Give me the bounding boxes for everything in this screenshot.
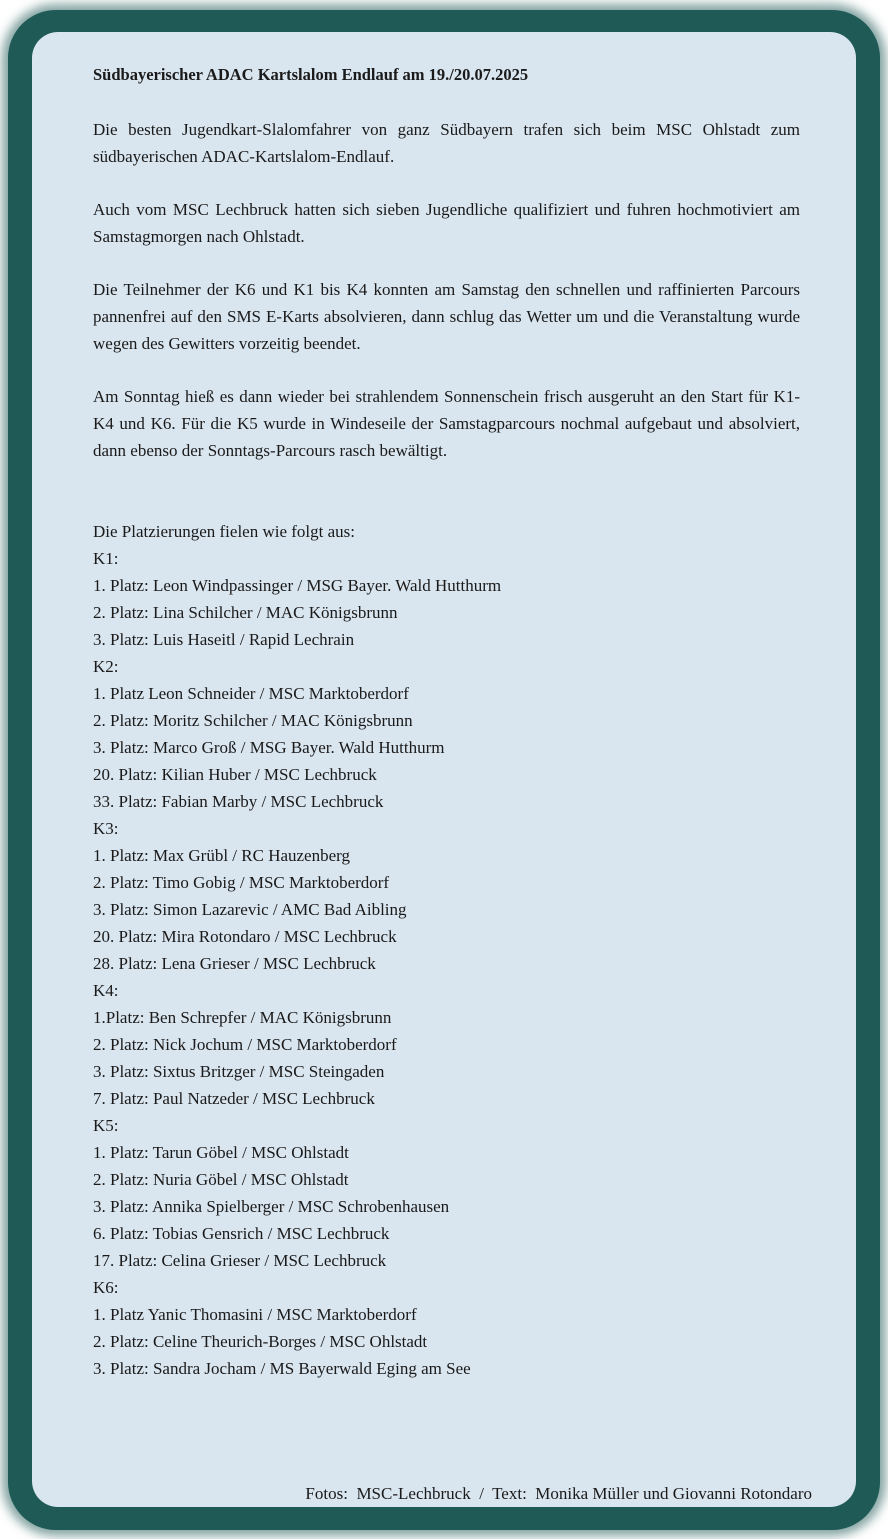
class-heading: K2:	[93, 657, 119, 676]
result-line: 1. Platz: Max Grübl / RC Hauzenberg	[93, 846, 351, 865]
paragraph-intro: Die besten Jugendkart-Slalomfahrer von ganz Südbayern trafen sich beim MSC Ohlstadt zum südbayerischen ADAC-Kartslalom-Endlauf.	[93, 120, 800, 166]
paragraph-saturday: Die Teilnehmer der K6 und K1 bis K4 konnten am Samstag den schnellen und raffinierten Parcours pannenfrei auf den SMS E-Karts absolvieren, dann schlug das Wetter um und die Veranstaltung wurde wegen des Gewitters vorzeitig beendet.	[93, 280, 800, 353]
class-heading: K6:	[93, 1278, 119, 1297]
result-line: 1. Platz: Leon Windpassinger / MSG Bayer. Wald Hutthurm	[93, 576, 502, 595]
result-line: 2. Platz: Nuria Göbel / MSC Ohlstadt	[93, 1170, 349, 1189]
result-line: 17. Platz: Celina Grieser / MSC Lechbruck	[93, 1251, 387, 1270]
class-heading: K4:	[93, 981, 119, 1000]
result-line: 2. Platz: Nick Jochum / MSC Marktoberdorf	[93, 1035, 397, 1054]
result-line: 20. Platz: Kilian Huber / MSC Lechbruck	[93, 765, 377, 784]
paragraph-sunday: Am Sonntag hieß es dann wieder bei strahlendem Sonnenschein frisch ausgeruht an den Start für K1-K4 und K6. Für die K5 wurde in Windeseile der Samstagparcours nochmal aufgebaut und absolviert, dann ebenso der Sonntags-Parcours rasch bewältigt.	[93, 387, 800, 460]
result-line: 1. Platz Yanic Thomasini / MSC Marktoberdorf	[93, 1305, 417, 1324]
result-line: 3. Platz: Sixtus Britzger / MSC Steingaden	[93, 1062, 385, 1081]
result-line: 20. Platz: Mira Rotondaro / MSC Lechbruck	[93, 927, 397, 946]
class-heading: K1:	[93, 549, 119, 568]
result-line: 1. Platz Leon Schneider / MSC Marktoberdorf	[93, 684, 409, 703]
results-list	[93, 518, 800, 1382]
paragraph-qualification: Auch vom MSC Lechbruck hatten sich sieben Jugendliche qualifiziert und fuhren hochmotiviert am Samstagmorgen nach Ohlstadt.	[93, 200, 800, 246]
result-line: 3. Platz: Annika Spielberger / MSC Schrobenhausen	[93, 1197, 450, 1216]
result-line: 28. Platz: Lena Grieser / MSC Lechbruck	[93, 954, 376, 973]
result-line: 2. Platz: Celine Theurich-Borges / MSC Ohlstadt	[93, 1332, 428, 1351]
result-line: 33. Platz: Fabian Marby / MSC Lechbruck	[93, 792, 384, 811]
result-line: 2. Platz: Moritz Schilcher / MAC Königsbrunn	[93, 711, 413, 730]
result-line: 3. Platz: Marco Groß / MSG Bayer. Wald Hutthurm	[93, 738, 445, 757]
class-heading: K3:	[93, 819, 119, 838]
result-line: 3. Platz: Simon Lazarevic / AMC Bad Aibling	[93, 900, 407, 919]
result-line: 1.Platz: Ben Schrepfer / MAC Königsbrunn	[93, 1008, 392, 1027]
result-line: 1. Platz: Tarun Göbel / MSC Ohlstadt	[93, 1143, 349, 1162]
section-spacer	[93, 490, 800, 518]
result-line: 6. Platz: Tobias Gensrich / MSC Lechbruck	[93, 1224, 390, 1243]
result-line: 3. Platz: Luis Haseitl / Rapid Lechrain	[93, 630, 355, 649]
photo-text-credits: Fotos: MSC-Lechbruck / Text: Monika Müller und Giovanni Rotondaro	[305, 1484, 812, 1503]
class-heading: K5:	[93, 1116, 119, 1135]
result-line: 3. Platz: Sandra Jocham / MS Bayerwald Eging am See	[93, 1359, 471, 1378]
result-line: 2. Platz: Timo Gobig / MSC Marktoberdorf	[93, 873, 390, 892]
article-title: Südbayerischer ADAC Kartslalom Endlauf am 19./20.07.2025	[93, 65, 529, 84]
result-line: 7. Platz: Paul Natzeder / MSC Lechbruck	[93, 1089, 375, 1108]
result-line: 2. Platz: Lina Schilcher / MAC Königsbrunn	[93, 603, 398, 622]
results-intro: Die Platzierungen fielen wie folgt aus:	[93, 522, 355, 541]
results-lines	[93, 545, 800, 1382]
article-card	[32, 32, 856, 1507]
